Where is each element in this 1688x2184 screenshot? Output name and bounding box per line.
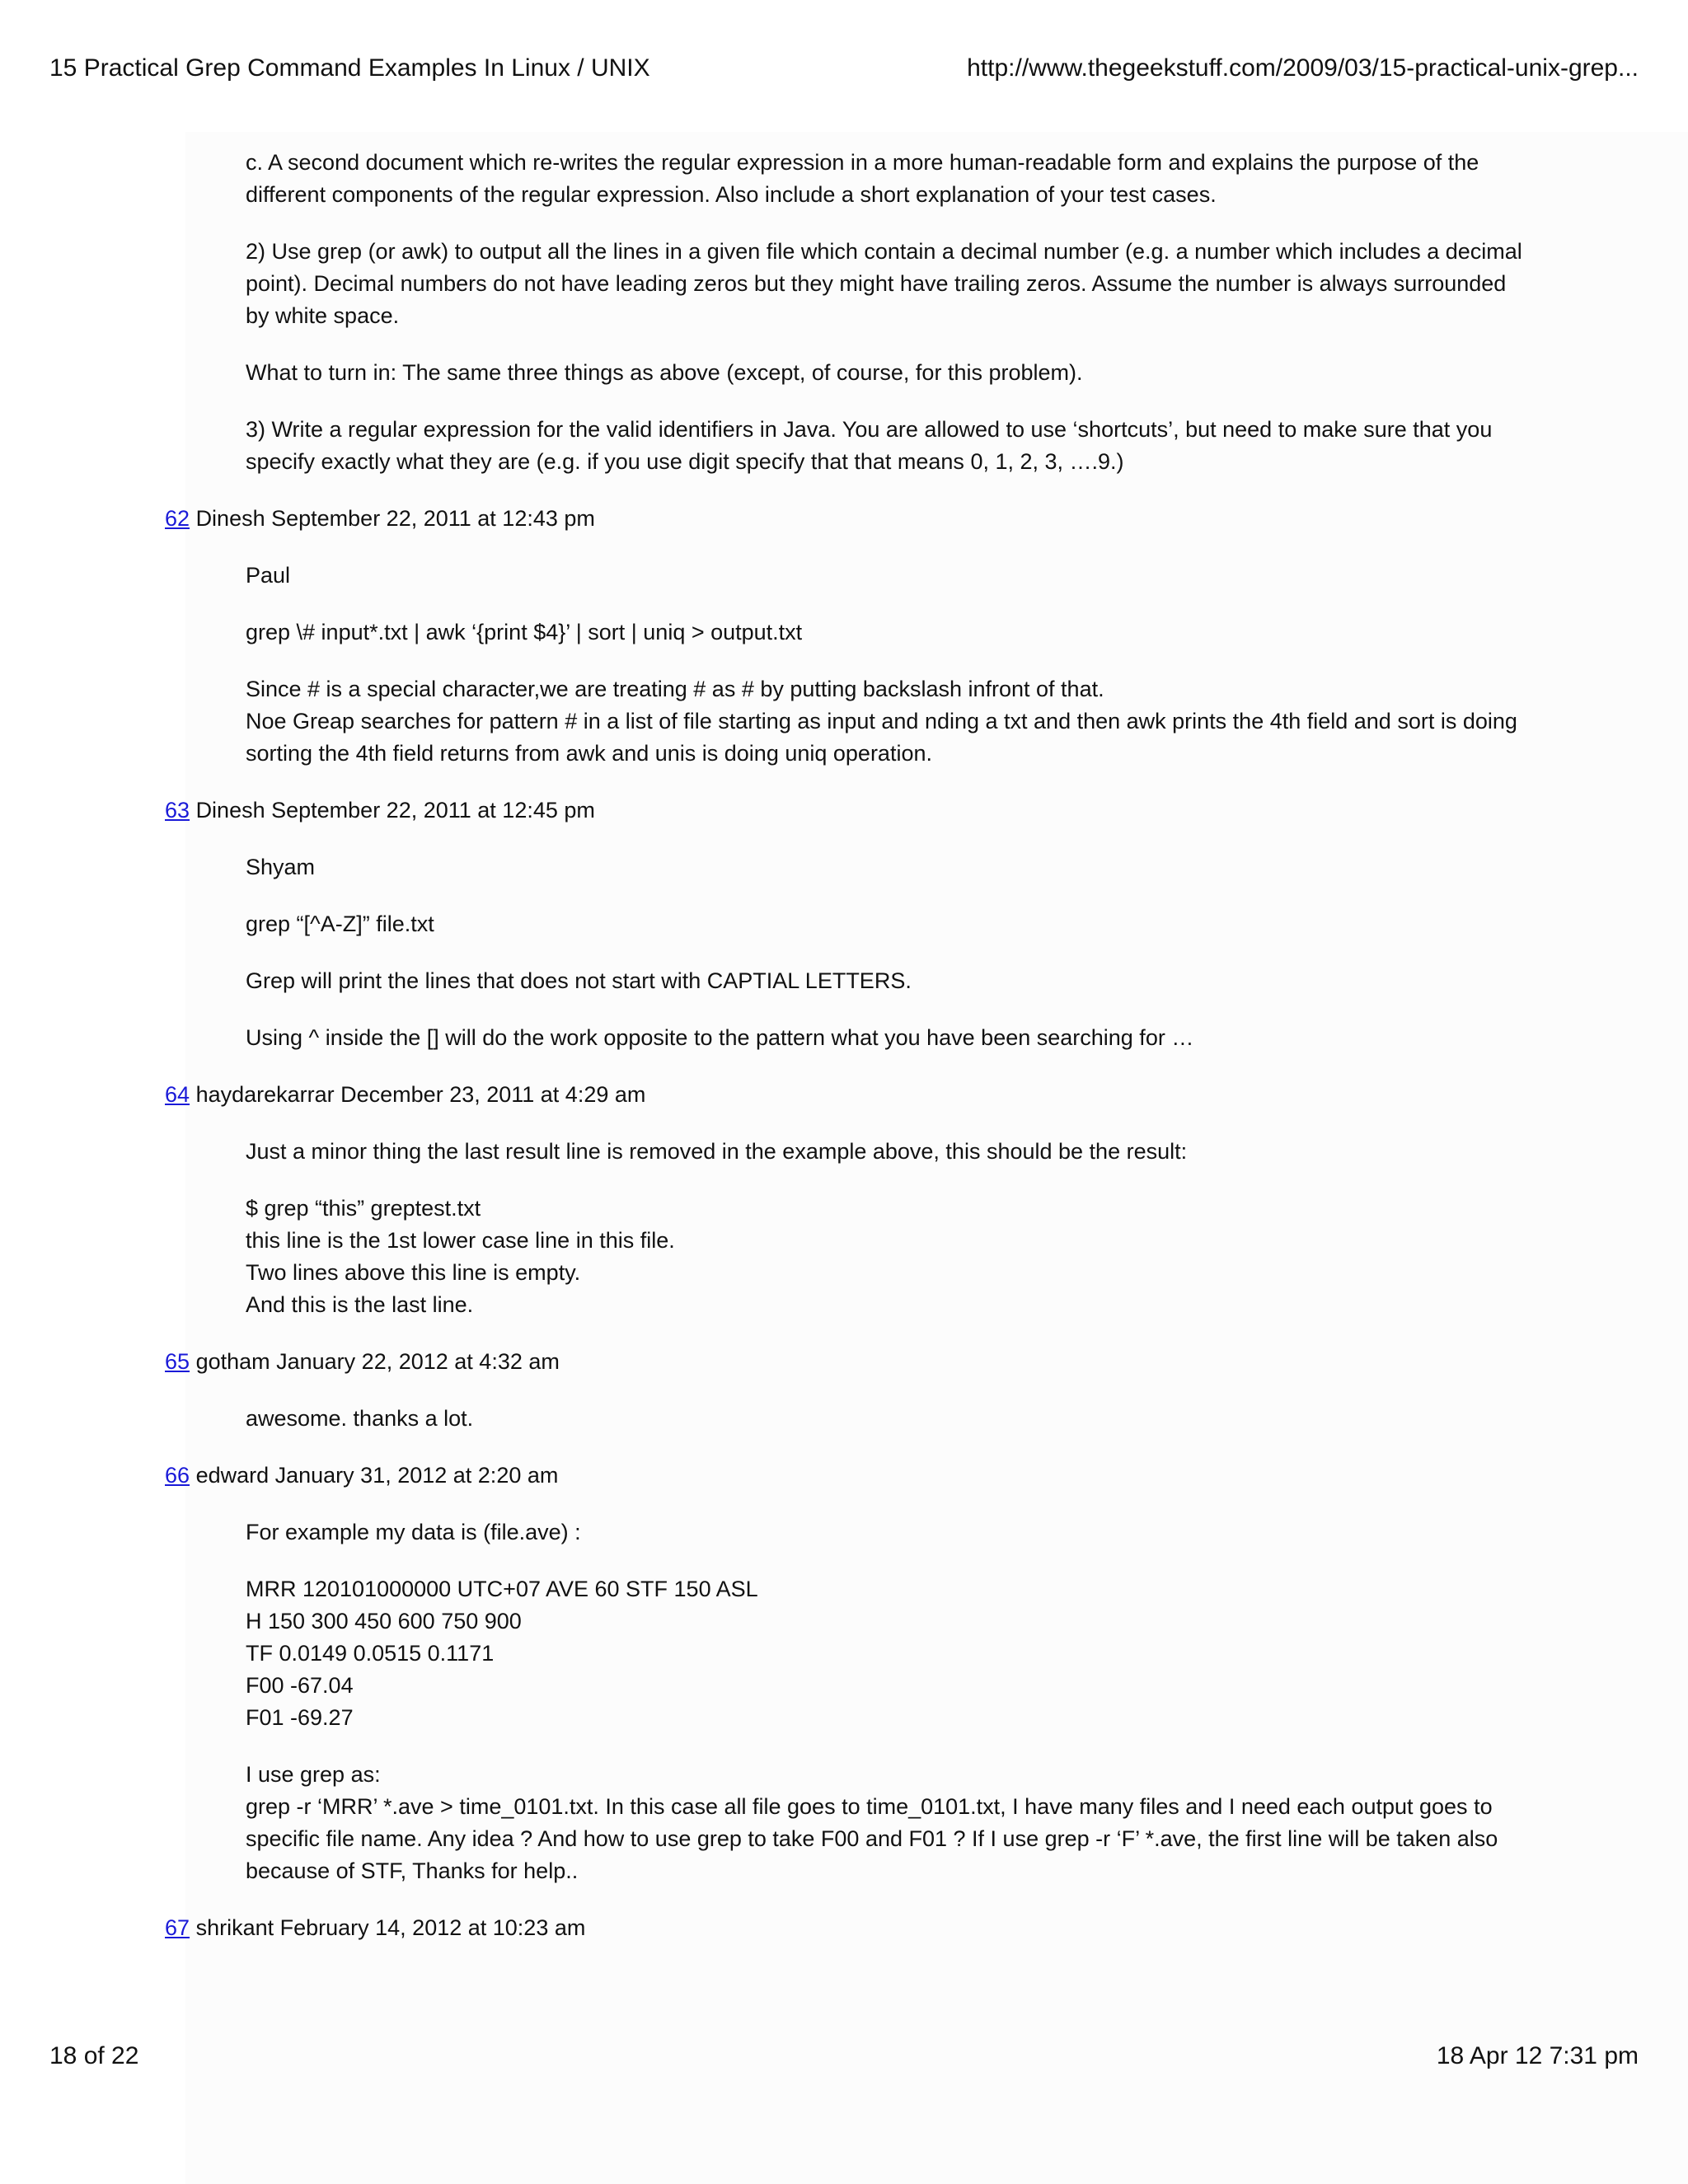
text-line: MRR 120101000000 UTC+07 AVE 60 STF 150 ASL	[246, 1577, 758, 1601]
text-line: 3) Write a regular expression for the valid identifiers in Java. You are allowed to use ‘shortcuts’, but need to make sure that you	[246, 417, 1493, 442]
comment-number-link[interactable]: 62	[165, 506, 190, 531]
comment-paragraph	[246, 908, 1525, 940]
text-line: this line is the 1st lower case line in this file.	[246, 1228, 675, 1253]
text-line: Two lines above this line is empty.	[246, 1260, 581, 1285]
text-line: because of STF, Thanks for help..	[246, 1858, 579, 1883]
text-line: specific file name. Any idea ? And how to use grep to take F00 and F01 ? If I use grep -r ‘F’ *.ave, the first line will be taken also	[246, 1826, 1498, 1851]
comment	[165, 1460, 1525, 1887]
comment-paragraph	[246, 1759, 1525, 1887]
comment	[165, 503, 1525, 770]
comment-header	[165, 503, 1525, 535]
text-line: What to turn in: The same three things as above (except, of course, for this problem).	[246, 360, 1083, 385]
comment-paragraph	[246, 560, 1525, 592]
comment-header	[165, 1912, 1525, 1944]
text-line: For example my data is (file.ave) :	[246, 1520, 581, 1544]
text-line: And this is the last line.	[246, 1292, 474, 1317]
text-line: 2) Use grep (or awk) to output all the lines in a given file which contain a decimal number (e.g. a number which includes a decimal	[246, 239, 1522, 264]
comment-paragraph	[246, 1403, 1525, 1435]
comment-author-date: gotham January 22, 2012 at 4:32 am	[195, 1349, 560, 1374]
text-line: Since # is a special character,we are treating # as # by putting backslash infront of that.	[246, 677, 1104, 701]
comment-paragraph	[246, 1573, 1525, 1734]
text-line: grep \# input*.txt | awk ‘{print $4}’ | sort | uniq > output.txt	[246, 620, 803, 644]
text-line: Noe Greap searches for pattern # in a list of file starting as input and nding a txt and then awk prints the 4th field and sort is doing	[246, 709, 1517, 733]
text-line: H 150 300 450 600 750 900	[246, 1609, 522, 1633]
text-line: I use grep as:	[246, 1762, 381, 1787]
text-line: $ grep “this” greptest.txt	[246, 1196, 481, 1221]
comment-header	[165, 794, 1525, 827]
intro-paragraph	[246, 414, 1525, 478]
comment-paragraph	[246, 673, 1525, 770]
comment-header	[165, 1079, 1525, 1111]
comment-paragraph	[246, 1022, 1525, 1054]
text-line: grep -r ‘MRR’ *.ave > time_0101.txt. In this case all file goes to time_0101.txt, I have many files and I need each output goes to	[246, 1794, 1493, 1819]
intro-paragraph	[246, 357, 1525, 389]
comment-header	[165, 1460, 1525, 1492]
comment-author-date: Dinesh September 22, 2011 at 12:45 pm	[195, 798, 595, 823]
text-line: different components of the regular expression. Also include a short explanation of your test cases.	[246, 182, 1217, 207]
comment-paragraph	[246, 851, 1525, 883]
text-line: specify exactly what they are (e.g. if you use digit specify that that means 0, 1, 2, 3, ….9.)	[246, 449, 1124, 474]
comment-number-link[interactable]: 66	[165, 1463, 190, 1488]
comment-paragraph	[246, 1136, 1525, 1168]
text-line: Shyam	[246, 855, 316, 879]
page-number: 18 of 22	[49, 2042, 139, 2069]
comment	[165, 794, 1525, 1054]
comment-number-link[interactable]: 65	[165, 1349, 190, 1374]
comment-paragraph	[246, 1516, 1525, 1549]
text-line: grep “[^A-Z]” file.txt	[246, 912, 434, 936]
text-line: point). Decimal numbers do not have leading zeros but they might have trailing zeros. Assume the number is always surrounded	[246, 271, 1507, 296]
text-line: F00 -67.04	[246, 1673, 354, 1698]
comment-paragraph	[246, 1193, 1525, 1321]
comment-number-link[interactable]: 67	[165, 1915, 190, 1940]
comment	[165, 1346, 1525, 1435]
intro-paragraph	[246, 236, 1525, 332]
comment-paragraph	[246, 965, 1525, 997]
comment-author-date: shrikant February 14, 2012 at 10:23 am	[195, 1915, 586, 1940]
print-header	[49, 48, 1639, 89]
text-line: F01 -69.27	[246, 1705, 354, 1730]
comment-author-date: haydarekarrar December 23, 2011 at 4:29 am	[195, 1082, 646, 1107]
comment-number-link[interactable]: 63	[165, 798, 190, 823]
comment-header	[165, 1346, 1525, 1378]
text-line: Just a minor thing the last result line is removed in the example above, this should be the result:	[246, 1139, 1188, 1164]
text-line: by white space.	[246, 303, 400, 328]
comments-content	[165, 147, 1525, 1969]
comment	[165, 1912, 1525, 1944]
comment-paragraph	[246, 616, 1525, 649]
page-url: http://www.thegeekstuff.com/2009/03/15-practical-unix-grep...	[967, 54, 1639, 82]
comment-author-date: edward January 31, 2012 at 2:20 am	[195, 1463, 559, 1488]
print-footer	[49, 2036, 1639, 2077]
text-line: sorting the 4th field returns from awk and unis is doing uniq operation.	[246, 741, 932, 766]
print-timestamp: 18 Apr 12 7:31 pm	[1436, 2042, 1639, 2069]
text-line: Using ^ inside the [] will do the work opposite to the pattern what you have been searching for …	[246, 1025, 1194, 1050]
intro-paragraph	[246, 147, 1525, 211]
text-line: TF 0.0149 0.0515 0.1171	[246, 1641, 495, 1666]
text-line: Paul	[246, 563, 291, 588]
text-line: c. A second document which re-writes the regular expression in a more human-readable form and explains the purpose of the	[246, 150, 1479, 175]
text-line: awesome. thanks a lot.	[246, 1406, 474, 1431]
comment-author-date: Dinesh September 22, 2011 at 12:43 pm	[195, 506, 595, 531]
page-title: 15 Practical Grep Command Examples In Linux / UNIX	[49, 54, 650, 82]
comment	[165, 1079, 1525, 1321]
comment-number-link[interactable]: 64	[165, 1082, 190, 1107]
text-line: Grep will print the lines that does not start with CAPTIAL LETTERS.	[246, 968, 912, 993]
